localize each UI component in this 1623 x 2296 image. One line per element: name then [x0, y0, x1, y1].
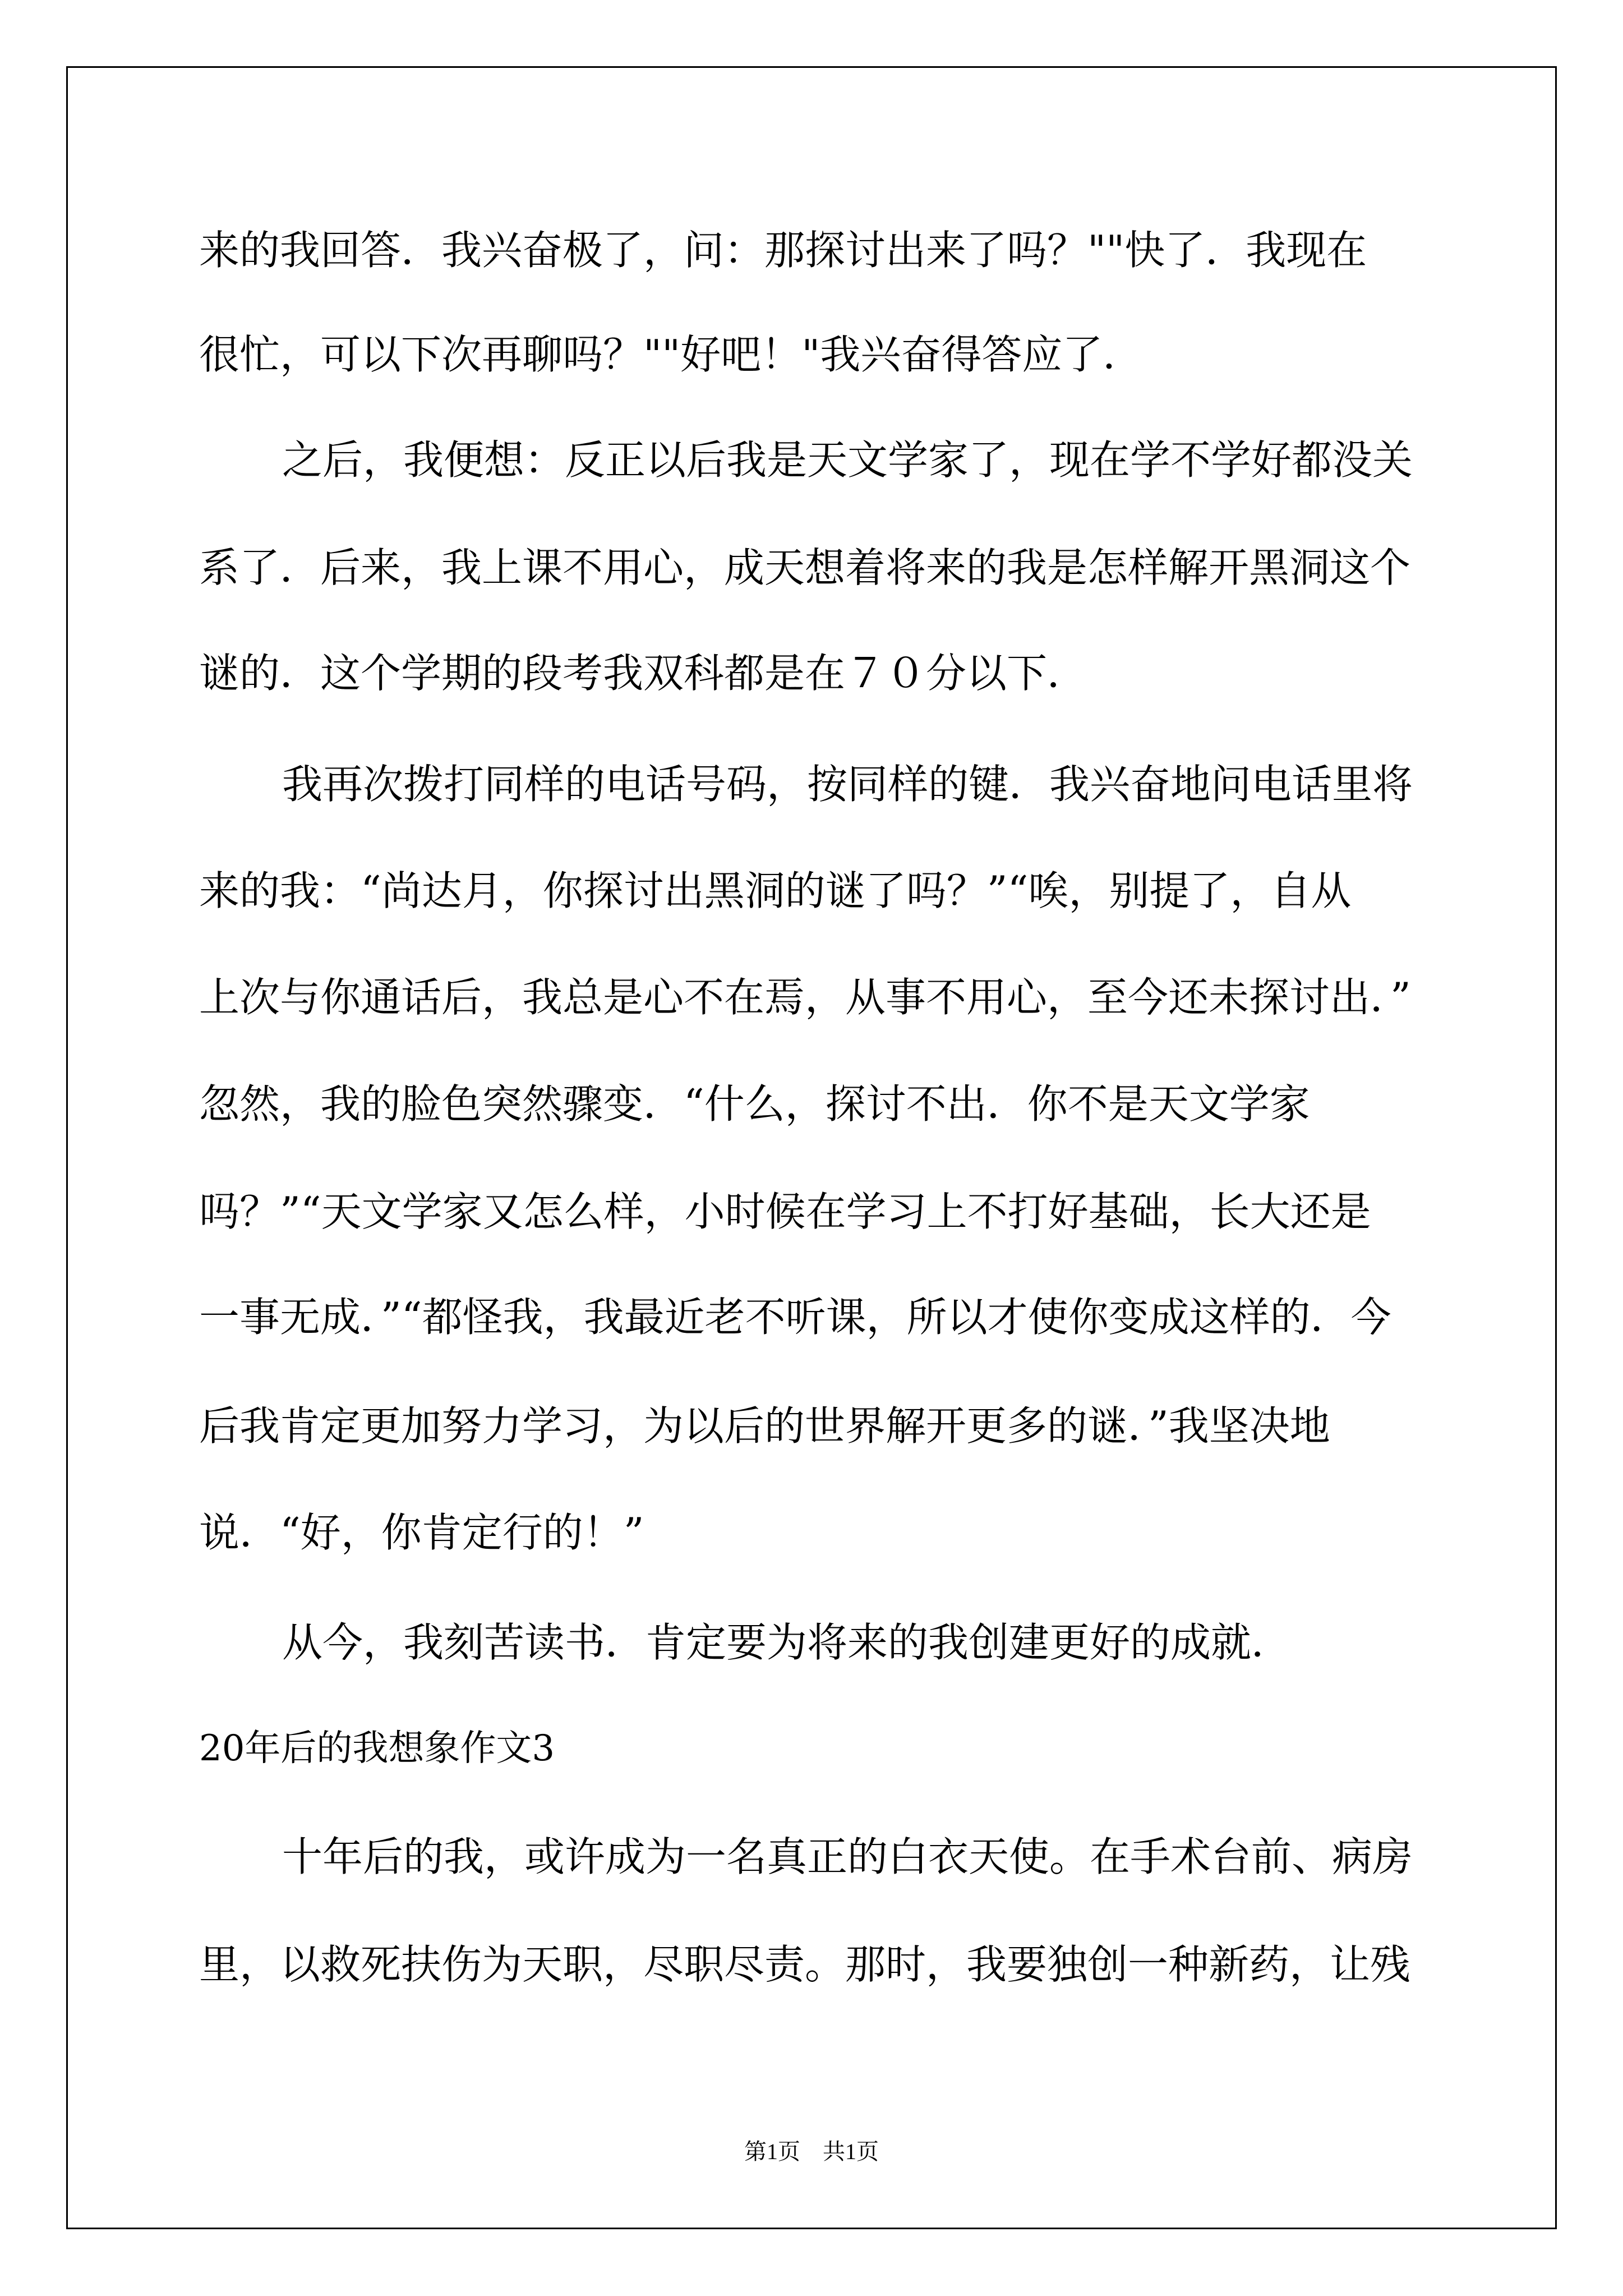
text-line: 一事无成．”“都怪我，我最近老不听课，所以才使你变成这样的．今 [199, 1294, 1391, 1341]
text-line: 来的我：“尚达月，你探讨出黑洞的谜了吗？”“唉，别提了，自从 [199, 867, 1352, 914]
section-heading: 20年后的我想象作文3 [199, 1728, 555, 1769]
text-line: 后我肯定更加努力学习，为以后的世界解开更多的谜．”我坚决地 [199, 1402, 1330, 1450]
text-line: 里，以救死扶伤为天职，尽职尽责。那时，我要独创一种新药，让残 [199, 1941, 1411, 1988]
text-line: 吗？”“天文学家又怎么样，小时候在学习上不打好基础，长大还是 [199, 1188, 1371, 1235]
text-line: 从今，我刻苦读书．肯定要为将来的我创建更好的成就． [282, 1619, 1292, 1666]
text-line: 忽然，我的脸色突然骤变．“什么，探讨不出．你不是天文学家 [199, 1080, 1310, 1128]
text-line: 系了．后来，我上课不用心，成天想着将来的我是怎样解开黑洞这个 [199, 544, 1411, 591]
text-line: 之后，我便想：反正以后我是天文学家了，现在学不学好都没关 [282, 436, 1413, 484]
text-line: 谜的．这个学期的段考我双科都是在７０分以下． [199, 650, 1088, 697]
text-line: 很忙，可以下次再聊吗？""好吧！"我兴奋得答应了． [199, 331, 1144, 378]
text-line: 我再次拨打同样的电话号码，按同样的键．我兴奋地问电话里将 [282, 761, 1413, 808]
page-footer: 第1页 共1页 [744, 2139, 879, 2164]
text-line: 十年后的我，或许成为一名真正的白衣天使。在手术台前、病房 [282, 1833, 1413, 1880]
text-line: 说．“好，你肯定行的！” [199, 1509, 644, 1556]
text-line: 来的我回答．我兴奋极了，问：那探讨出来了吗？""快了．我现在 [199, 227, 1367, 274]
text-line: 上次与你通话后，我总是心不在焉，从事不用心，至今还未探讨出．” [199, 974, 1411, 1021]
page-border [66, 66, 1557, 2229]
